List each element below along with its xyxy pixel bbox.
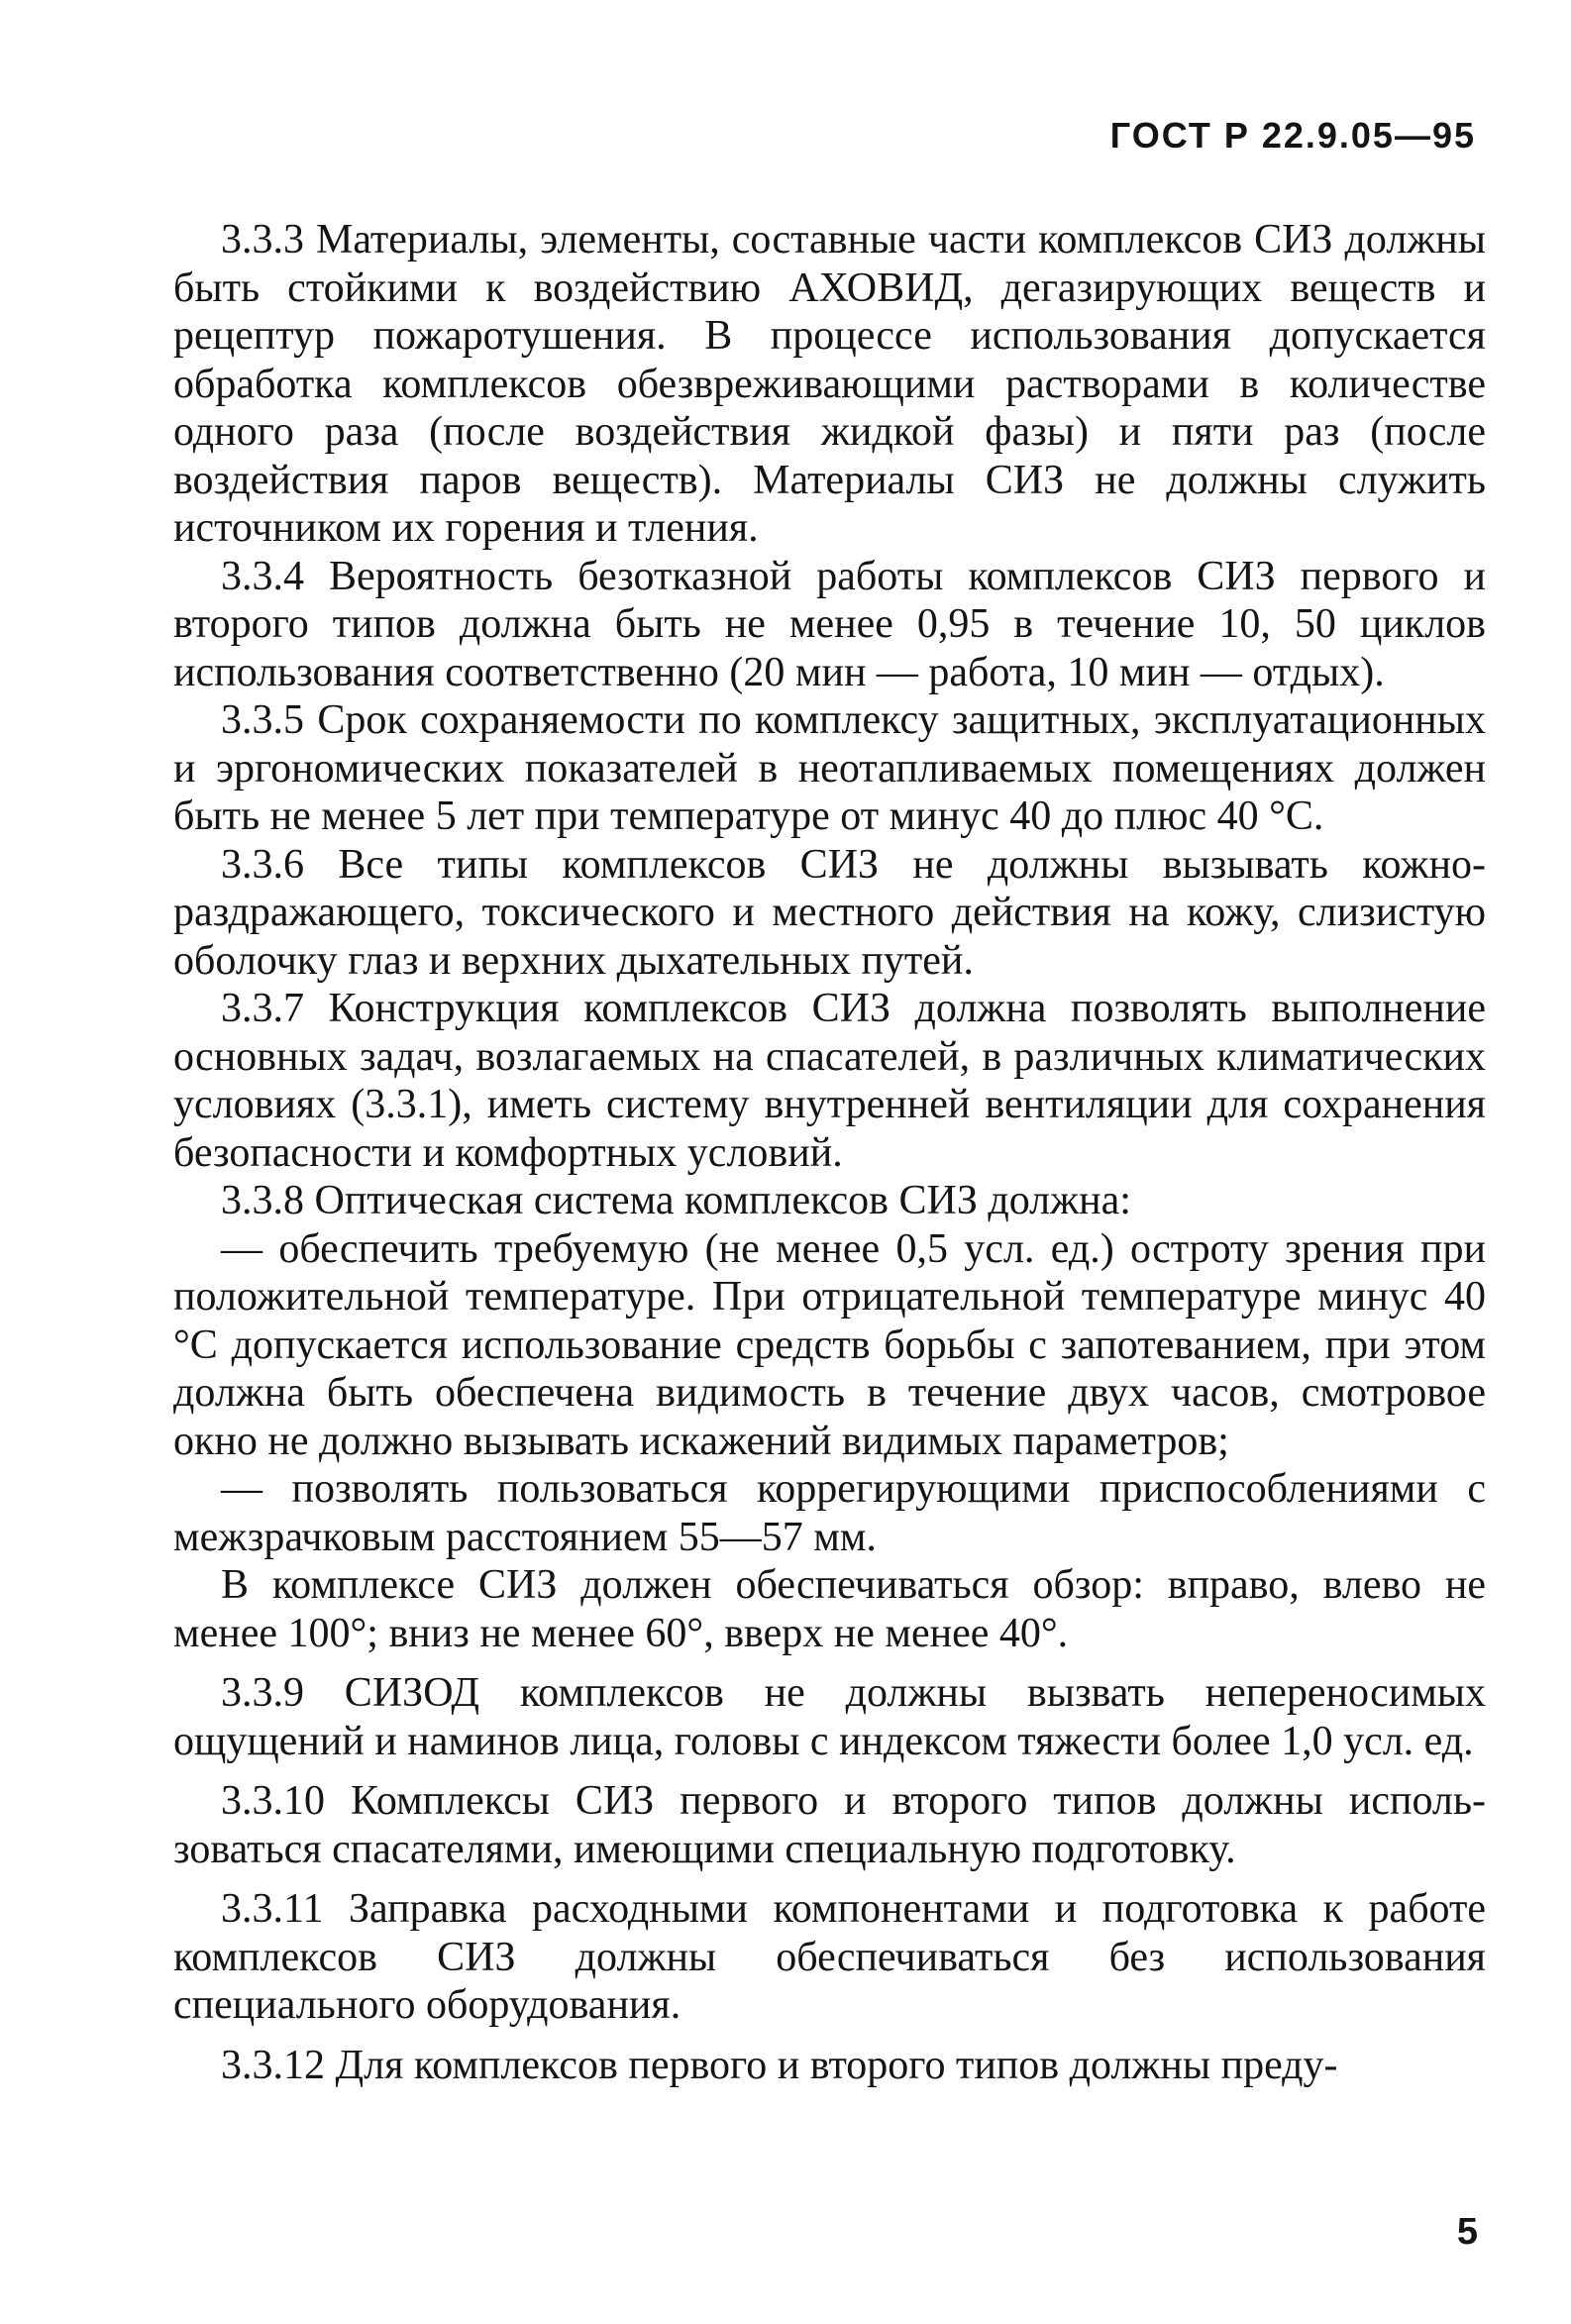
page-number: 5 bbox=[1456, 2211, 1478, 2253]
paragraph-3-3-10: 3.3.10 Комплексы СИЗ первого и второго типов должны использоваться спасателями, имеющими специальную подготовку. bbox=[173, 1778, 1486, 1872]
document-body bbox=[173, 216, 1486, 2089]
paragraph-3-3-9: 3.3.9 СИЗОД комплексов не должны вызвать непереносимых ощущений и наминов лица, головы с индексом тяжести более 1,0 усл. ед. bbox=[173, 1670, 1486, 1764]
paragraph-3-3-5: 3.3.5 Срок сохраняемости по комплексу защитных, эксплуатационных и эргономических показателей в неотапливаемых помещениях должен быть не менее 5 лет при температуре от минус 40 до плюс 40 °С. bbox=[173, 697, 1486, 839]
paragraph-optics-item-2: — позволять пользоваться коррегирующими приспособлениями с межзрачковым расстоянием 55—57 мм. bbox=[173, 1466, 1486, 1560]
paragraph-3-3-3: 3.3.3 Материалы, элементы, составные части комплексов СИЗ должны быть стойкими к воздействию АХОВИД, дегазирующих веществ и рецептур пожаротушения. В процессе использования допускается обработка комплексов обезвреживающими растворами в количестве одного раза (после воздействия жидкой фазы) и пяти раз (после воздействия паров веществ). Материалы СИЗ не должны служить источником их горения и тления. bbox=[173, 217, 1486, 551]
paragraph-3-3-8: 3.3.8 Оптическая система комплексов СИЗ должна: bbox=[221, 1178, 1131, 1223]
paragraph-3-3-6: 3.3.6 Все типы комплексов СИЗ не должны вызывать кожнораздражающего, токсического и местного действия на кожу, слизистую оболочку глаз и верхних дыхательных путей. bbox=[173, 841, 1486, 984]
paragraph-field-of-view: В комплексе СИЗ должен обеспечиваться обзор: вправо, влево не менее 100°; вниз не менее 60°, вверх не менее 40°. bbox=[173, 1562, 1486, 1656]
paragraph-3-3-4: 3.3.4 Вероятность безотказной работы комплексов СИЗ первого и второго типов должна быть не менее 0,95 в течение 10, 50 циклов использования соответственно (20 мин — работа, 10 мин — отдых). bbox=[173, 553, 1486, 695]
document-header: ГОСТ Р 22.9.05—95 bbox=[1109, 115, 1476, 156]
paragraph-optics-item-1: — обеспечить требуемую (не менее 0,5 усл. ед.) остроту зрения при положительной температуре. При отрицательной температуре минус 40 °С допускается использование средств борьбы с запотеванием, при этом должна быть обеспечена видимость в течение двух часов, смотровое окно не должно вызывать искажений видимых параметров; bbox=[173, 1225, 1486, 1464]
paragraph-3-3-11: 3.3.11 Заправка расходными компонентами и подготовка к работе комплексов СИЗ должны обеспечиваться без использования специального оборудования. bbox=[173, 1886, 1486, 2028]
paragraph-3-3-12: 3.3.12 Для комплексов первого и второго типов должны преду- bbox=[221, 2042, 1338, 2088]
paragraph-3-3-7: 3.3.7 Конструкция комплексов СИЗ должна позволять выполнение основных задач, возлагаемых на спасателей, в различных климатических условиях (3.3.1), иметь систему внутренней вентиляции для сохранения безопасности и комфортных условий. bbox=[173, 986, 1486, 1176]
